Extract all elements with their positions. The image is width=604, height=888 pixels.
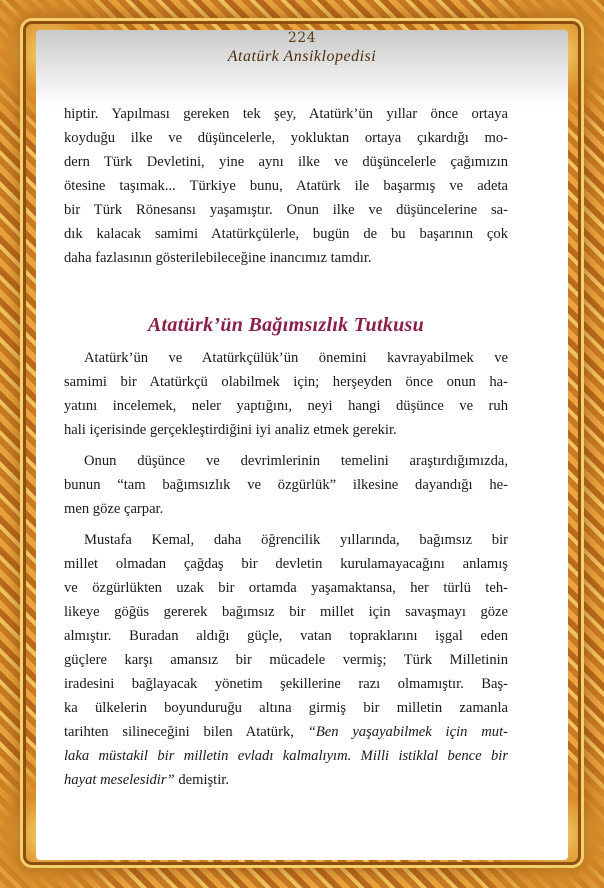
text-line: Atatürk’ün ve Atatürkçülük’ün önemini kavrayabilmek ve — [84, 350, 508, 366]
text-line: ka ülkelerin boyunduruğu altına girmiş bir milletin zamanla — [64, 700, 508, 716]
running-title: Atatürk Ansiklopedisi — [227, 48, 377, 65]
text-line: bunun “tam bağımsızlık ve özgürlük” ilkesine dayandığı he- — [64, 477, 508, 493]
text-line: dern Türk Devletini, yine aynı ilke ve düşüncelerle çağımızın — [64, 154, 508, 170]
text-line: iradesini bağlayacak yönetim şekillerine razı olmamıştır. Baş- — [64, 676, 508, 692]
text-line: Mustafa Kemal, daha öğrencilik yıllarında, bağımsız bir — [84, 532, 508, 548]
section-body — [64, 346, 508, 799]
text-line: hali içerisinde gerçekleştirdiğini iyi analiz etmek gerekir. — [64, 422, 397, 438]
section-heading: Atatürk’ün Bağımsızlık Tutkusu — [147, 314, 425, 336]
paragraph-2 — [64, 449, 508, 521]
text-line: daha fazlasının gösterilebileceğine inancımız tamdır. — [64, 250, 372, 266]
text-line: yatını incelemek, neler yaptığını, neyi hangi düşünce ve ruh — [64, 398, 508, 414]
text-line: samimi bir Atatürkçü olabilmek için; herşeyden önce onun ha- — [64, 374, 508, 390]
text-fragment: tarihten silineceğini bilen Atatürk, — [64, 724, 308, 740]
text-line: bir Türk Rönesansı yaşamıştır. Onun ilke ve düşüncelerine sa- — [64, 202, 508, 218]
text-line: ötesine taşımak... Türkiye bunu, Atatürk ile başarmış ve adeta — [64, 178, 508, 194]
text-fragment: demiştir. — [174, 772, 229, 788]
text-line: koyduğu ilke ve düşüncelerle, yokluktan ortaya çıkardığı mo- — [64, 130, 508, 146]
text-line: ve özgürlükten uzak bir ortamda yaşamaktansa, her türlü teh- — [64, 580, 508, 596]
text-line: dık kalacak samimi Atatürkçülerle, bugün de bu başarının çok — [64, 226, 508, 242]
quote-fragment: hayat meselesidir” — [64, 772, 175, 788]
text-line: güçlere karşı amansız bir mücadele vermiş; Türk Milletinin — [64, 652, 508, 668]
text-line — [64, 720, 508, 744]
text-line — [64, 768, 508, 792]
text-line: men göze çarpar. — [64, 501, 164, 517]
text-line: almıştır. Buradan aldığı güçle, vatan topraklarını işgal eden — [64, 628, 508, 644]
paragraph-1 — [64, 346, 508, 442]
text-line: hiptir. Yapılması gereken tek şey, Atatürk’ün yıllar önce ortaya — [64, 106, 508, 122]
text-line: likeye göğüs gererek bağımsız bir millet için savaşmayı göze — [64, 604, 508, 620]
quote-line: laka müstakil bir milletin evladı kalmalıyım. Milli istiklal bence bir — [64, 748, 508, 764]
intro-paragraph — [64, 102, 508, 270]
text-line: Onun düşünce ve devrimlerinin temelini araştırdığımızda, — [84, 453, 508, 469]
quote-fragment: “Ben yaşayabilmek için mut- — [307, 724, 509, 740]
text-line: millet olmadan çağdaş bir devletin kurulamayacağını anlamış — [64, 556, 508, 572]
header-band — [36, 30, 568, 108]
page-number: 224 — [287, 30, 317, 46]
paragraph-3 — [64, 528, 508, 792]
